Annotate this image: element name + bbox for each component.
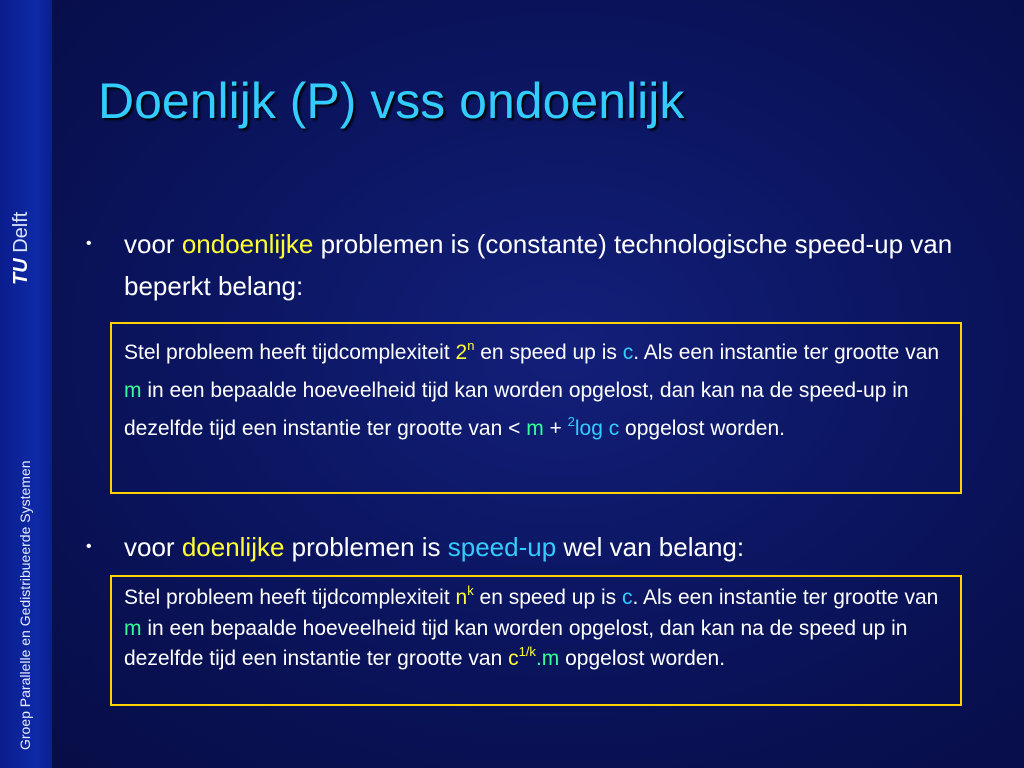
bullet-highlight: ondoenlijke	[181, 229, 314, 259]
example-box-exponential	[110, 322, 962, 494]
tu-delft-logo	[10, 212, 33, 285]
formula-m: m	[124, 616, 142, 640]
bullet-highlight: doenlijke	[181, 532, 285, 562]
formula-c: c	[508, 647, 519, 670]
formula-exponent: 1/k	[518, 644, 536, 659]
bullet-marker: •	[86, 538, 92, 555]
box-text: . Als een instantie ter grootte van	[633, 341, 940, 364]
log-base: 2	[567, 414, 575, 429]
formula-exponent: n	[467, 338, 475, 353]
formula-c: c	[622, 341, 634, 364]
slide-title: Doenlijk (P) vss ondoenlijk	[98, 73, 685, 129]
box-text: Stel probleem heeft tijdcomplexiteit	[124, 341, 456, 364]
logo-delft: Delft	[10, 211, 32, 253]
box-text: in een bepaalde hoeveelheid tijd kan worden opgelost, dan kan na de speed-up in dezelfde tijd een instantie ter grootte van <	[124, 379, 909, 440]
box-text: opgelost worden.	[559, 647, 726, 670]
box-text: en speed up is	[474, 341, 623, 364]
logo-tu: TU	[10, 258, 32, 285]
example-box-polynomial	[110, 575, 962, 706]
formula-base: n	[455, 586, 468, 609]
box-text: in een bepaalde hoeveelheid tijd kan worden opgelost, dan kan na de speed up in dezelfde tijd een instantie ter grootte van	[124, 616, 908, 670]
bullet-text-part: voor	[124, 532, 182, 562]
bullet-text-part: problemen is (constante) technologische speed-up van beperkt belang:	[124, 229, 953, 301]
box-text: en speed up is	[473, 586, 622, 609]
bullet-marker: •	[86, 235, 92, 252]
formula-log: log c	[574, 417, 620, 440]
bullet-text	[124, 526, 984, 568]
group-label: Groep Parallelle en Gedistribueerde Systemen	[17, 460, 33, 750]
formula-c: c	[621, 586, 633, 609]
bullet-speedup: speed-up	[447, 532, 557, 562]
formula-m: .m	[535, 647, 560, 670]
bullet-text-part: problemen is	[284, 532, 448, 562]
box-text: opgelost worden.	[619, 417, 785, 440]
formula-exponent: k	[467, 583, 474, 598]
bullet-text-part: voor	[124, 229, 182, 259]
bullet-text	[124, 223, 984, 307]
formula-m: m	[124, 379, 142, 402]
box-text: . Als een instantie ter grootte van	[632, 586, 939, 609]
formula-m: m	[526, 417, 544, 440]
formula-base: 2	[455, 341, 468, 364]
box-text: Stel probleem heeft tijdcomplexiteit	[124, 586, 456, 609]
bullet-text-part: wel van belang:	[556, 532, 745, 562]
box-text: +	[543, 417, 568, 440]
